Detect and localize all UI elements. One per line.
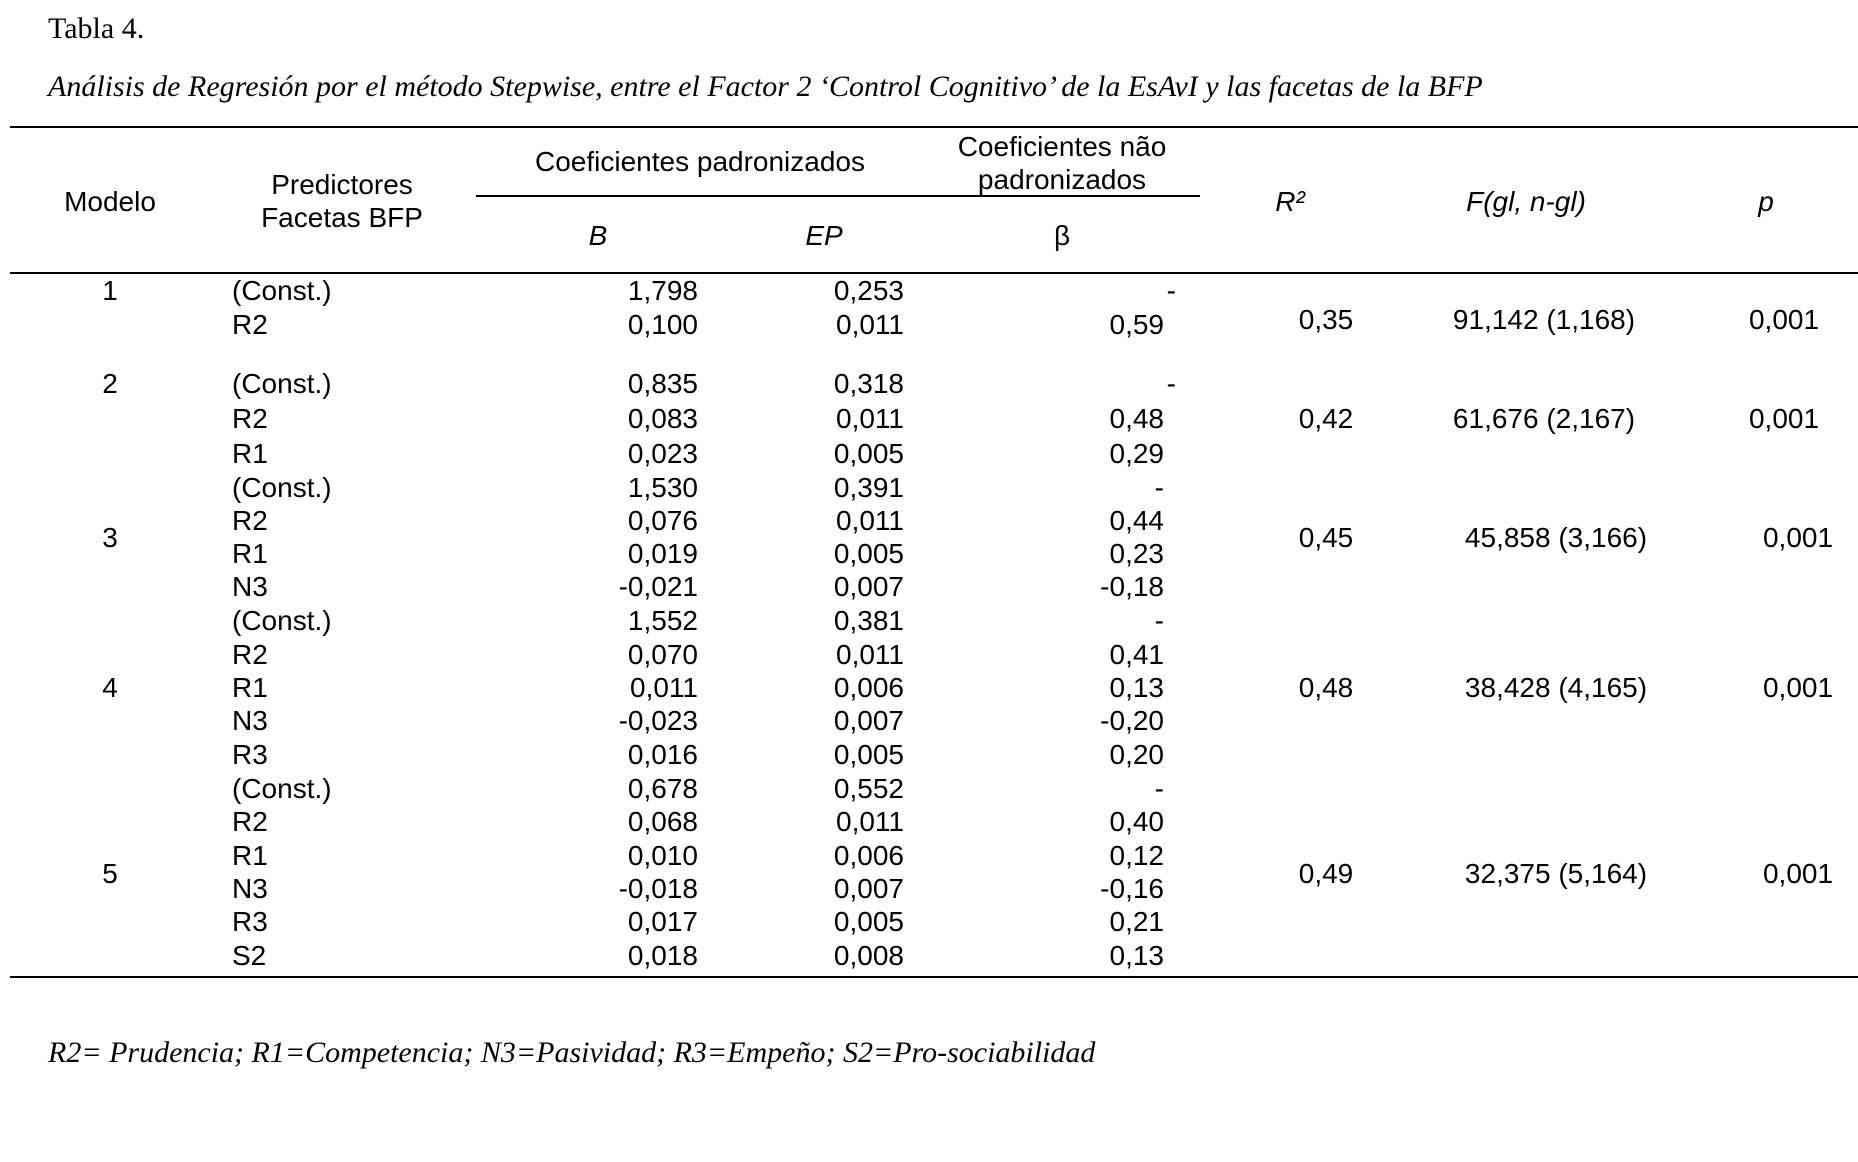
predictor: (Const.) <box>232 275 332 306</box>
header-modelo: Modelo <box>64 186 156 217</box>
top-rule <box>10 126 1858 128</box>
model-r2: 0,35 <box>1298 304 1354 335</box>
model-r2: 0,48 <box>1298 672 1354 703</box>
predictor: R1 <box>232 840 268 871</box>
table-note: R2= Prudencia; R1=Competencia; N3=Pasividad; R3=Empeño; S2=Pro-sociabilidad <box>48 1036 1096 1069</box>
coef-b: 0,019 <box>627 538 698 569</box>
coef-b: 0,016 <box>627 739 698 770</box>
coef-b: 1,798 <box>627 275 698 306</box>
coef-ep: 0,011 <box>836 403 904 434</box>
coef-beta: - <box>1154 605 1164 636</box>
coef-ep: 0,552 <box>833 773 904 804</box>
coef-beta: 0,13 <box>1109 672 1164 703</box>
coef-ep: 0,007 <box>833 873 904 904</box>
coef-b: 0,083 <box>627 403 698 434</box>
coef-b: -0,021 <box>618 571 698 602</box>
coef-ep: 0,318 <box>833 368 904 399</box>
coef-ep: 0,011 <box>836 505 904 536</box>
model-f: 61,676 (2,167) <box>1452 403 1636 434</box>
coef-beta: - <box>1166 368 1176 399</box>
model-number: 4 <box>102 672 118 703</box>
predictor: N3 <box>232 873 268 904</box>
coef-beta: 0,21 <box>1109 906 1164 937</box>
coef-ep: 0,007 <box>833 571 904 602</box>
coef-beta: -0,20 <box>1100 705 1164 736</box>
coef-b: 0,068 <box>627 806 698 837</box>
header-beta: β <box>1053 220 1071 251</box>
coef-b: 1,530 <box>627 472 698 503</box>
coef-b: 0,100 <box>627 309 698 340</box>
predictor: R2 <box>232 309 268 340</box>
model-f: 45,858 (3,166) <box>1464 522 1648 553</box>
coef-beta: 0,40 <box>1109 806 1164 837</box>
coef-beta: 0,20 <box>1109 739 1164 770</box>
coef-beta: 0,44 <box>1109 505 1164 536</box>
coef-b: 0,023 <box>627 438 698 469</box>
coef-b: 0,018 <box>627 940 698 971</box>
header-b: B <box>588 220 608 251</box>
header-predictores <box>261 168 423 234</box>
predictor: (Const.) <box>232 773 332 804</box>
coef-beta: 0,29 <box>1109 438 1164 469</box>
coef-beta: 0,48 <box>1109 403 1164 434</box>
header-coef-padronizados: Coeficientes padronizados <box>535 146 865 177</box>
header-coef-nopad-line1: Coeficientes não <box>957 131 1167 162</box>
predictor: R3 <box>232 906 268 937</box>
coef-ep: 0,005 <box>833 438 904 469</box>
model-p: 0,001 <box>1762 858 1834 889</box>
coef-ep: 0,253 <box>833 275 904 306</box>
model-r2: 0,49 <box>1298 858 1354 889</box>
header-coef-nopad-line2: padronizados <box>977 164 1147 195</box>
coef-ep: 0,391 <box>833 472 904 503</box>
coef-ep: 0,006 <box>833 672 904 703</box>
predictor: R2 <box>232 403 268 434</box>
header-predictores-line2: Facetas BFP <box>261 202 423 233</box>
model-number: 2 <box>102 368 118 399</box>
coef-b: 0,070 <box>627 639 698 670</box>
header-r2: R² <box>1275 186 1305 217</box>
predictor: (Const.) <box>232 605 332 636</box>
predictor: N3 <box>232 705 268 736</box>
predictor: S2 <box>232 940 267 971</box>
model-f: 32,375 (5,164) <box>1464 858 1648 889</box>
coef-ep: 0,011 <box>836 806 904 837</box>
coef-beta: 0,13 <box>1109 940 1164 971</box>
coef-b: -0,018 <box>618 873 698 904</box>
coef-b: 0,010 <box>627 840 698 871</box>
model-f: 91,142 (1,168) <box>1452 304 1636 335</box>
coef-b: 1,552 <box>627 605 698 636</box>
table-label: Tabla 4. <box>48 12 145 45</box>
model-r2: 0,45 <box>1298 522 1354 553</box>
coef-ep: 0,007 <box>833 705 904 736</box>
header-p: p <box>1758 186 1774 217</box>
coef-ep: 0,005 <box>833 906 904 937</box>
table-caption: Análisis de Regresión por el método Stepwise, entre el Factor 2 ‘Control Cognitivo’ de la EsAvI y las facetas de la BFP <box>48 70 1483 103</box>
coef-b: 0,678 <box>627 773 698 804</box>
coef-beta: 0,59 <box>1109 309 1164 340</box>
coef-b: -0,023 <box>618 705 698 736</box>
coef-beta: - <box>1154 472 1164 503</box>
model-number: 5 <box>102 858 118 889</box>
predictor: R2 <box>232 806 268 837</box>
predictor: N3 <box>232 571 268 602</box>
predictor: R1 <box>232 672 268 703</box>
header-bottom-rule <box>10 272 1858 274</box>
coef-beta: 0,12 <box>1109 840 1164 871</box>
coef-beta: 0,41 <box>1109 639 1164 670</box>
coef-ep: 0,381 <box>833 605 904 636</box>
coef-b: 0,835 <box>627 368 698 399</box>
model-p: 0,001 <box>1748 304 1820 335</box>
coef-ep: 0,011 <box>836 639 904 670</box>
predictor: (Const.) <box>232 472 332 503</box>
coef-ep: 0,005 <box>833 739 904 770</box>
model-number: 3 <box>102 522 118 553</box>
coef-ep: 0,005 <box>833 538 904 569</box>
coef-beta: 0,23 <box>1109 538 1164 569</box>
predictor: (Const.) <box>232 368 332 399</box>
coef-beta: -0,18 <box>1100 571 1164 602</box>
predictor: R1 <box>232 438 268 469</box>
coef-ep: 0,006 <box>833 840 904 871</box>
predictor: R1 <box>232 538 268 569</box>
coef-pad-underline <box>476 195 902 197</box>
predictor: R3 <box>232 739 268 770</box>
coef-ep: 0,011 <box>836 309 904 340</box>
coef-b: 0,017 <box>627 906 698 937</box>
coef-ep: 0,008 <box>833 940 904 971</box>
model-p: 0,001 <box>1748 403 1820 434</box>
coef-beta: - <box>1166 275 1176 306</box>
model-p: 0,001 <box>1762 522 1834 553</box>
predictor: R2 <box>232 639 268 670</box>
coef-b: 0,076 <box>627 505 698 536</box>
model-r2: 0,42 <box>1298 403 1354 434</box>
predictor: R2 <box>232 505 268 536</box>
header-f: F(gl, n-gl) <box>1466 186 1586 217</box>
header-ep: EP <box>805 220 843 251</box>
header-predictores-line1: Predictores <box>271 169 413 200</box>
coef-b: 0,011 <box>630 672 698 703</box>
coef-beta: - <box>1154 773 1164 804</box>
coef-beta: -0,16 <box>1100 873 1164 904</box>
header-coef-nao-padronizados <box>958 130 1167 196</box>
model-number: 1 <box>102 275 118 306</box>
model-f: 38,428 (4,165) <box>1464 672 1648 703</box>
model-p: 0,001 <box>1762 672 1834 703</box>
bottom-rule <box>10 976 1858 978</box>
